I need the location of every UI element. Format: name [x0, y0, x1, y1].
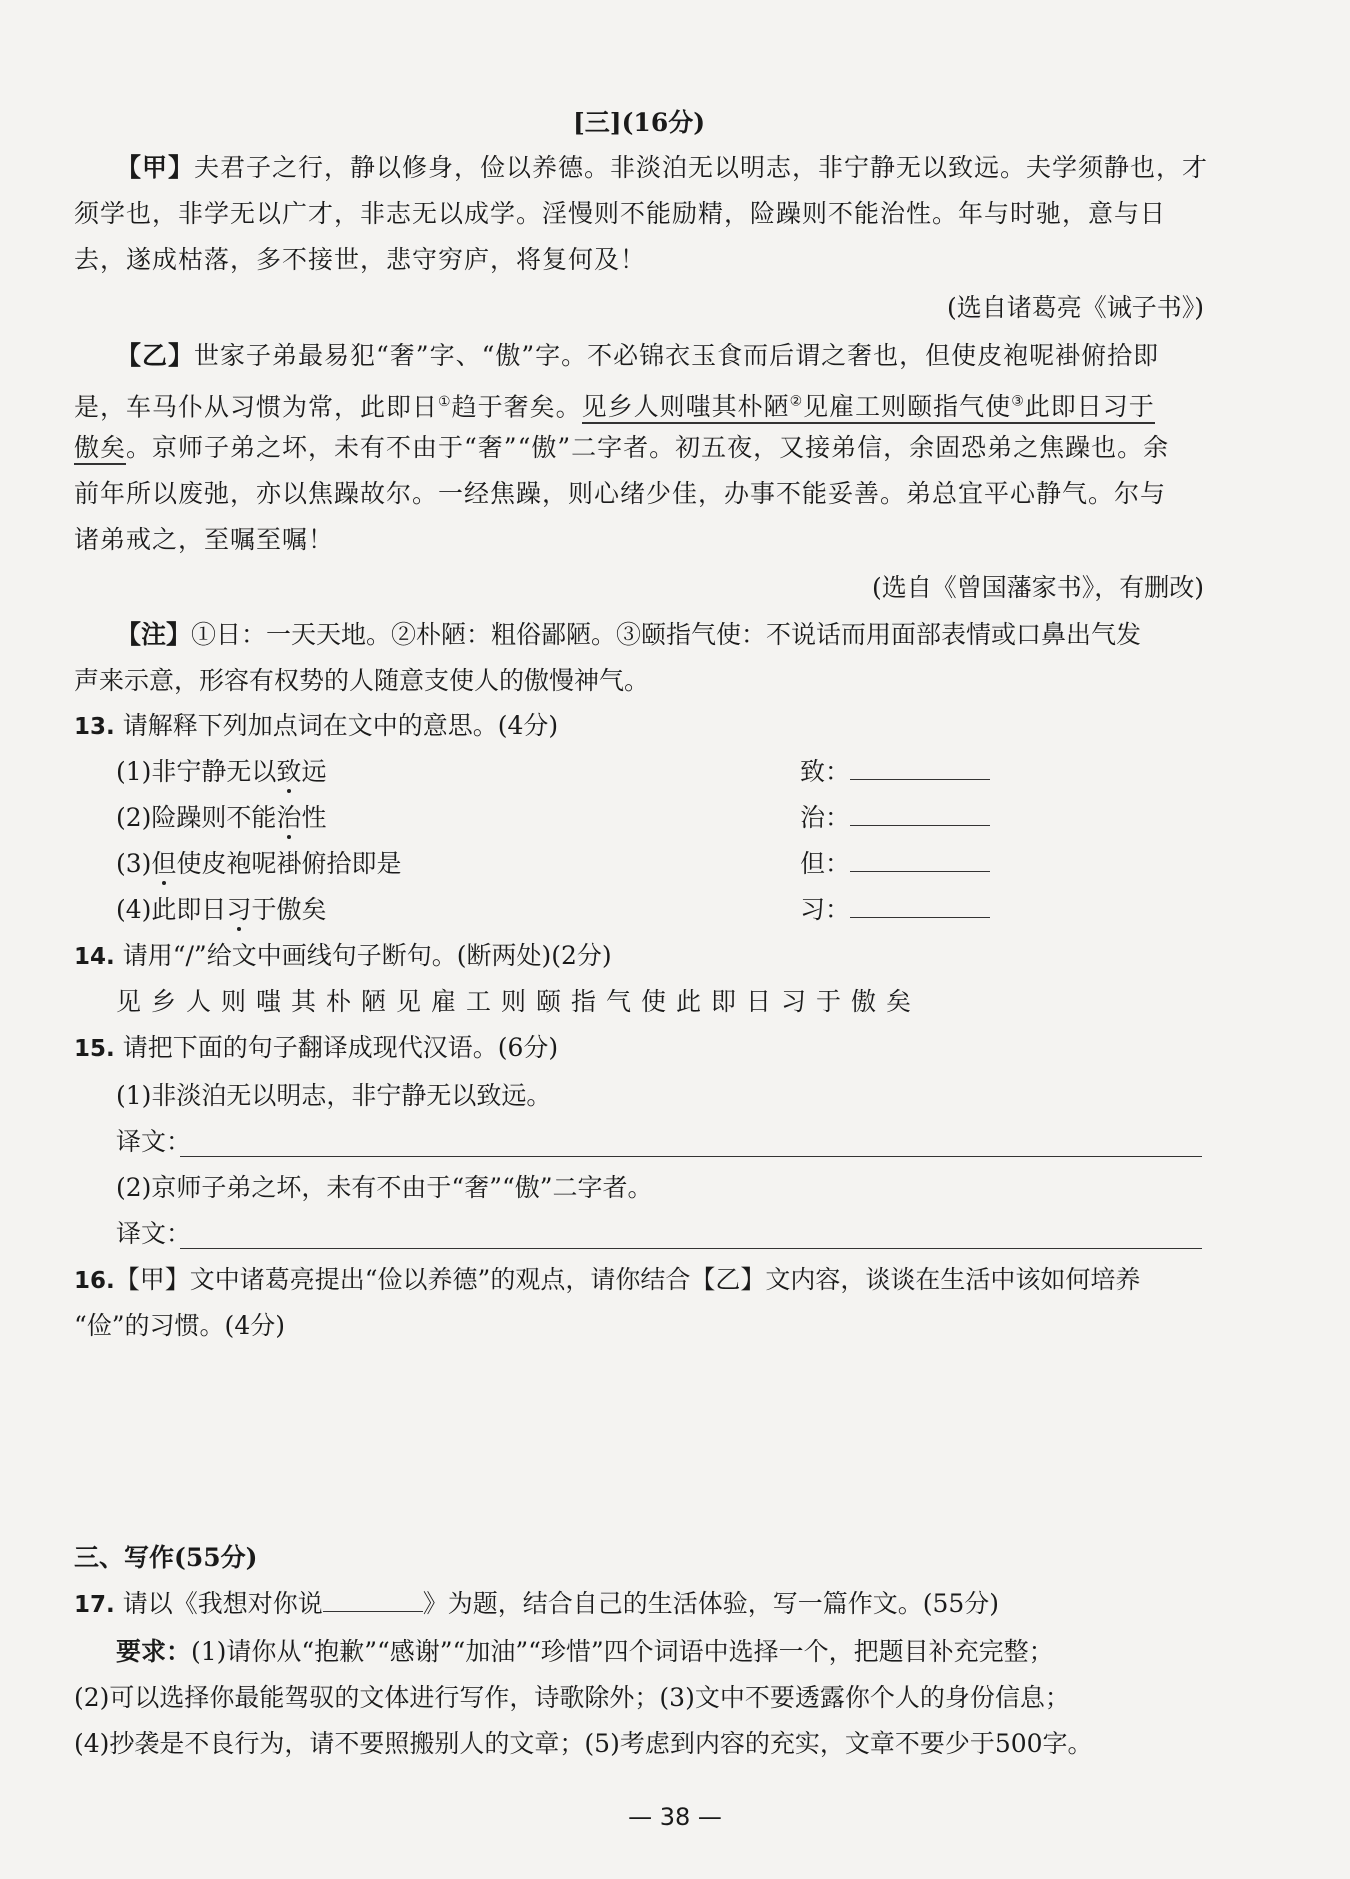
note-marker-2: ② — [789, 394, 804, 410]
question-17 — [74, 1586, 1204, 1623]
writing-section-title: 三、写作(55分) — [74, 1543, 258, 1572]
title-blank[interactable] — [323, 1591, 423, 1612]
note-text-1: ①日：一天天地。②朴陋：粗俗鄙陋。③颐指气使：不说话而用面部表情或口鼻出气发 — [191, 620, 1142, 649]
section-title: [三](16分) — [572, 108, 706, 137]
q13-item-2-pre: (2)险躁则不能 — [116, 803, 277, 832]
q13-item-2-dotted: 治 — [276, 803, 302, 832]
question-13-text: 请解释下列加点词在文中的意思。(4分) — [122, 711, 559, 740]
yi-line-3 — [74, 430, 1204, 466]
q13-item-1-dotted: 致 — [276, 757, 302, 786]
q15-answer-line-1[interactable] — [180, 1156, 1202, 1157]
question-15-number: 15. — [74, 1036, 115, 1062]
jia-line-1 — [74, 150, 1209, 186]
question-15-text: 请把下面的句子翻译成现代汉语。(6分) — [122, 1033, 559, 1062]
note-label: 【注】 — [116, 620, 192, 649]
q15-answer-line-2[interactable] — [180, 1248, 1202, 1249]
question-17-text-a: 请以《我想对你说 — [122, 1589, 323, 1618]
q13-item-1-pre: (1)非宁静无以 — [116, 757, 277, 786]
underlined-text-3: 此即日习于 — [1024, 392, 1155, 422]
underlined-text-2: 见雇工则颐指气使 — [803, 392, 1012, 422]
note-line-2: 声来示意，形容有权势的人随意支使人的傲慢神气。 — [74, 666, 650, 695]
q15-sentence-1: (1)非淡泊无以明志，非宁静无以致远。 — [116, 1081, 552, 1110]
writing-req-line-3: (4)抄袭是不良行为，请不要照搬别人的文章；(5)考虑到内容的充实，文章不要少于500字。 — [74, 1729, 1093, 1758]
answer-blank[interactable] — [850, 895, 990, 918]
question-14 — [74, 938, 1204, 975]
note-marker-3: ③ — [1011, 394, 1025, 410]
q14-sentence[interactable]: 见乡人则嗤其朴陋见雇工则颐指气使此即日习于傲矣 — [116, 987, 922, 1016]
jia-line-3: 去，遂成枯落，多不接世，悲守穷庐，将复何及！ — [74, 245, 647, 274]
q13-item-1 — [74, 754, 1204, 790]
question-17-text-b: 》为题，结合自己的生活体验，写一篇作文。(55分) — [422, 1589, 1000, 1618]
q16-answer-area[interactable] — [74, 1350, 1204, 1530]
q15-sentence-2: (2)京师子弟之坏，未有不由于“奢”“傲”二字者。 — [116, 1173, 653, 1202]
yi-line-1 — [74, 338, 1204, 374]
answer-blank[interactable] — [850, 803, 990, 826]
question-13-number: 13. — [74, 714, 115, 740]
q13-item-3 — [74, 846, 1204, 882]
underlined-sentence-part-1 — [582, 392, 1155, 424]
question-16-number: 16. — [74, 1268, 115, 1294]
q13-item-4 — [74, 892, 1204, 928]
yi-line-5: 诸弟戒之，至嘱至嘱！ — [74, 525, 335, 554]
q13-item-4-dotted: 习 — [226, 895, 252, 924]
yi-text-2b: 趋于奢矣。 — [451, 392, 582, 422]
q13-item-3-pre: (3) — [116, 849, 152, 878]
jia-source: (选自诸葛亮《诫子书》) — [946, 293, 1204, 322]
answer-blank[interactable] — [850, 849, 990, 872]
q13-answer-4[interactable] — [800, 892, 1000, 928]
question-15 — [74, 1030, 1204, 1067]
question-13 — [74, 708, 1204, 745]
q13-item-2-post: 性 — [301, 803, 327, 832]
requirement-1: (1)请你从“抱歉”“感谢”“加油”“珍惜”四个词语中选择一个，把题目补充完整； — [191, 1637, 1054, 1666]
q13-answer-1-label: 致： — [800, 757, 851, 786]
q13-item-3-dotted: 但 — [151, 849, 177, 878]
yi-text-3b: 。京师子弟之坏，未有不由于“奢”“傲”二字者。初五夜，又接弟信，余固恐弟之焦躁也。余 — [126, 433, 1170, 462]
note-marker-1: ① — [438, 394, 452, 410]
page-number: — 38 — — [628, 1803, 722, 1831]
q13-answer-1[interactable] — [800, 754, 1000, 790]
question-16-line-2: “俭”的习惯。(4分) — [74, 1311, 285, 1340]
jia-text-1: 夫君子之行，静以修身，俭以养德。非淡泊无以明志，非宁静无以致远。夫学须静也，才 — [194, 153, 1209, 182]
q13-answer-3-label: 但： — [800, 849, 851, 878]
q13-answer-2-label: 治： — [800, 803, 851, 832]
yi-line-4: 前年所以废弛，亦以焦躁故尔。一经焦躁，则心绪少佳，办事不能妥善。弟总宜平心静气。尔与 — [74, 479, 1167, 508]
underlined-sentence-part-2: 傲矣 — [74, 433, 126, 465]
jia-line-2: 须学也，非学无以广才，非志无以成学。淫慢则不能励精，险躁则不能治性。年与时驰，意与日 — [74, 199, 1167, 228]
q13-answer-4-label: 习： — [800, 895, 851, 924]
q13-item-2 — [74, 800, 1204, 836]
q13-item-4-pre: (4)此即日 — [116, 895, 227, 924]
yi-text-1: 世家子弟最易犯“奢”字、“傲”字。不必锦衣玉食而后谓之奢也，但使皮袍呢褂俯拾即 — [194, 341, 1160, 370]
yi-label: 【乙】 — [116, 341, 195, 370]
q13-item-3-post: 使皮袍呢褂俯拾即是 — [176, 849, 402, 878]
q13-item-4-post: 于傲矣 — [251, 895, 327, 924]
writing-req-line-2: (2)可以选择你最能驾驭的文体进行写作，诗歌除外；(3)文中不要透露你个人的身份信息； — [74, 1683, 1070, 1712]
yi-source: (选自《曾国藩家书》，有删改) — [871, 573, 1204, 602]
question-16 — [74, 1262, 1204, 1299]
answer-blank[interactable] — [850, 757, 990, 780]
underlined-text-1: 见乡人则嗤其朴陋 — [581, 392, 790, 422]
question-16-text-1: 【甲】文中诸葛亮提出“俭以养德”的观点，请你结合【乙】文内容，谈谈在生活中该如何培养 — [114, 1265, 1141, 1294]
q13-item-1-post: 远 — [301, 757, 327, 786]
q13-answer-3[interactable] — [800, 846, 1000, 882]
q15-translation-label-2: 译文： — [116, 1219, 192, 1248]
note-line-1 — [74, 617, 1204, 653]
yi-line-2 — [74, 384, 1204, 425]
question-17-number: 17. — [74, 1592, 115, 1618]
yi-text-2a: 是，车马仆从习惯为常，此即日 — [74, 392, 439, 422]
writing-req-line-1 — [74, 1634, 1204, 1670]
q13-answer-2[interactable] — [800, 800, 1000, 836]
question-14-text: 请用“/”给文中画线句子断句。(断两处)(2分) — [122, 941, 612, 970]
question-14-number: 14. — [74, 944, 115, 970]
q15-translation-label-1: 译文： — [116, 1127, 192, 1156]
requirements-label: 要求： — [116, 1637, 192, 1666]
jia-label: 【甲】 — [116, 153, 195, 182]
